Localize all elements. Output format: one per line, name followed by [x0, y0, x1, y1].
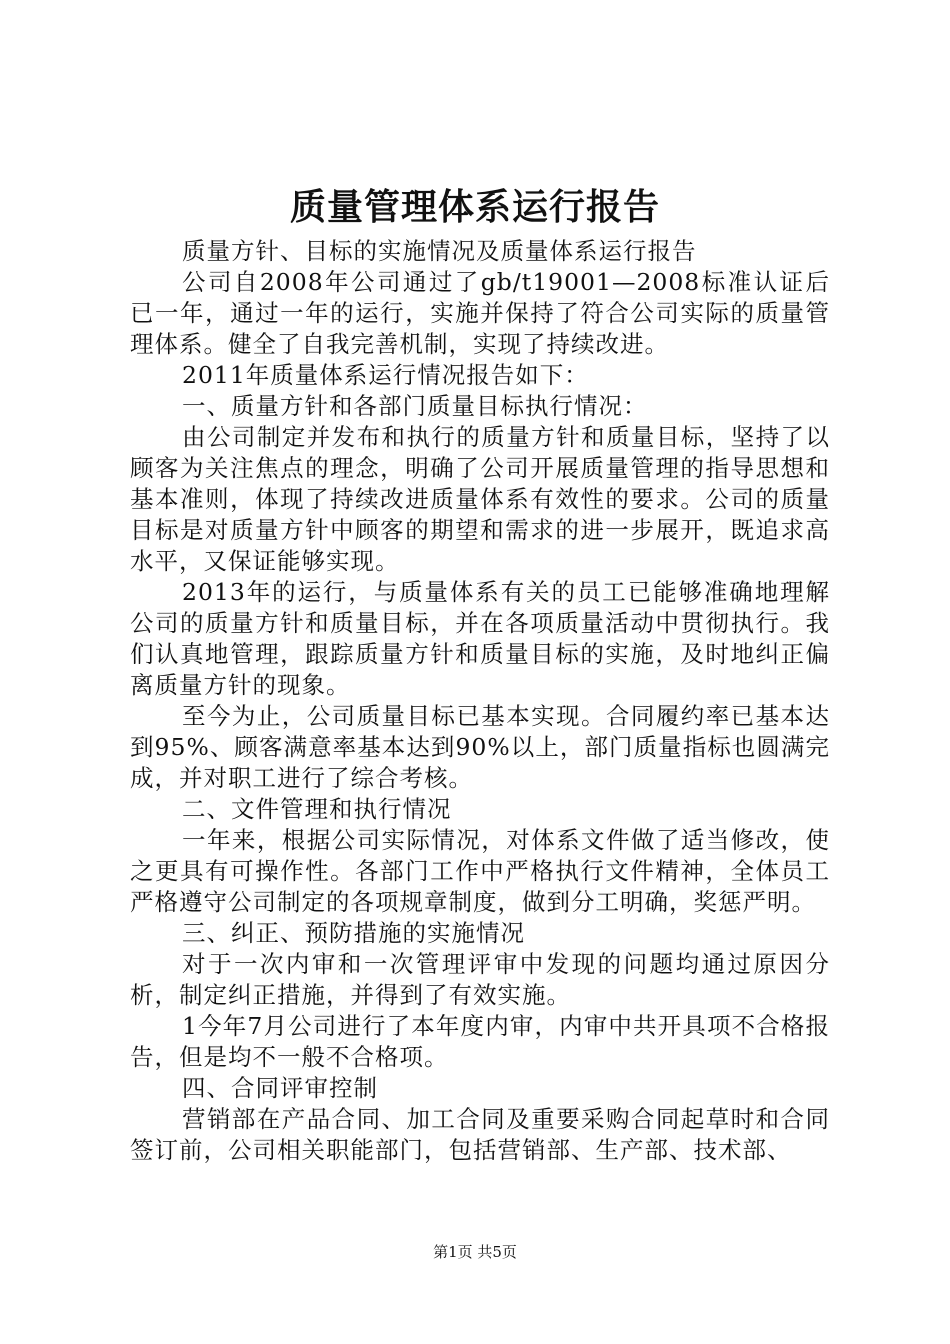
section-heading-3: 三、纠正、预防措施的实施情况 [182, 919, 525, 947]
document-body [130, 236, 830, 1166]
page-footer: 第1页 共5页 [433, 1243, 517, 1261]
paragraph-operation: 2013年的运行，与质量体系有关的员工已能够准确地理解公司的质量方针和质量目标，并在各项质量活动中贯彻执行。我们认真地管理，跟踪质量方针和质量目标的实施，及时地纠正偏离质量方针的现象。 [130, 578, 830, 699]
paragraph-report-lead: 2011年质量体系运行情况报告如下： [182, 361, 589, 389]
paragraph-policy: 由公司制定并发布和执行的质量方针和质量目标，坚持了以顾客为关注焦点的理念，明确了公司开展质量管理的指导思想和基本准则，体现了持续改进质量体系有效性的要求。公司的质量目标是对质量方针中顾客的期望和需求的进一步展开，既追求高水平，又保证能够实现。 [130, 423, 830, 575]
paragraph-contract-review: 营销部在产品合同、加工合同及重要采购合同起草时和合同签订前，公司相关职能部门，包括营销部、生产部、技术部、 [130, 1105, 830, 1164]
paragraph-intro: 公司自2008年公司通过了gb/t19001—2008标准认证后已一年，通过一年的运行，实施并保持了符合公司实际的质量管理体系。健全了自我完善机制，实现了持续改进。 [130, 268, 830, 358]
section-heading-1: 一、质量方针和各部门质量目标执行情况： [182, 392, 648, 420]
paragraph-documents: 一年来，根据公司实际情况，对体系文件做了适当修改，使之更具有可操作性。各部门工作中严格执行文件精神，全体员工严格遵守公司制定的各项规章制度，做到分工明确，奖惩严明。 [130, 826, 830, 916]
paragraph-results: 至今为止，公司质量目标已基本实现。合同履约率已基本达到95%、顾客满意率基本达到90%以上，部门质量指标也圆满完成，并对职工进行了综合考核。 [130, 702, 830, 792]
paragraph-internal-audit: 1今年7月公司进行了本年度内审，内审中共开具项不合格报告，但是均不一般不合格项。 [130, 1012, 830, 1071]
section-heading-4: 四、合同评审控制 [182, 1074, 378, 1102]
section-heading-2: 二、文件管理和执行情况 [182, 795, 452, 823]
paragraph-corrective: 对于一次内审和一次管理评审中发现的问题均通过原因分析，制定纠正措施，并得到了有效实施。 [130, 950, 830, 1009]
document-title: 质量管理体系运行报告 [289, 186, 660, 228]
paragraph-subtitle: 质量方针、目标的实施情况及质量体系运行报告 [182, 237, 697, 265]
